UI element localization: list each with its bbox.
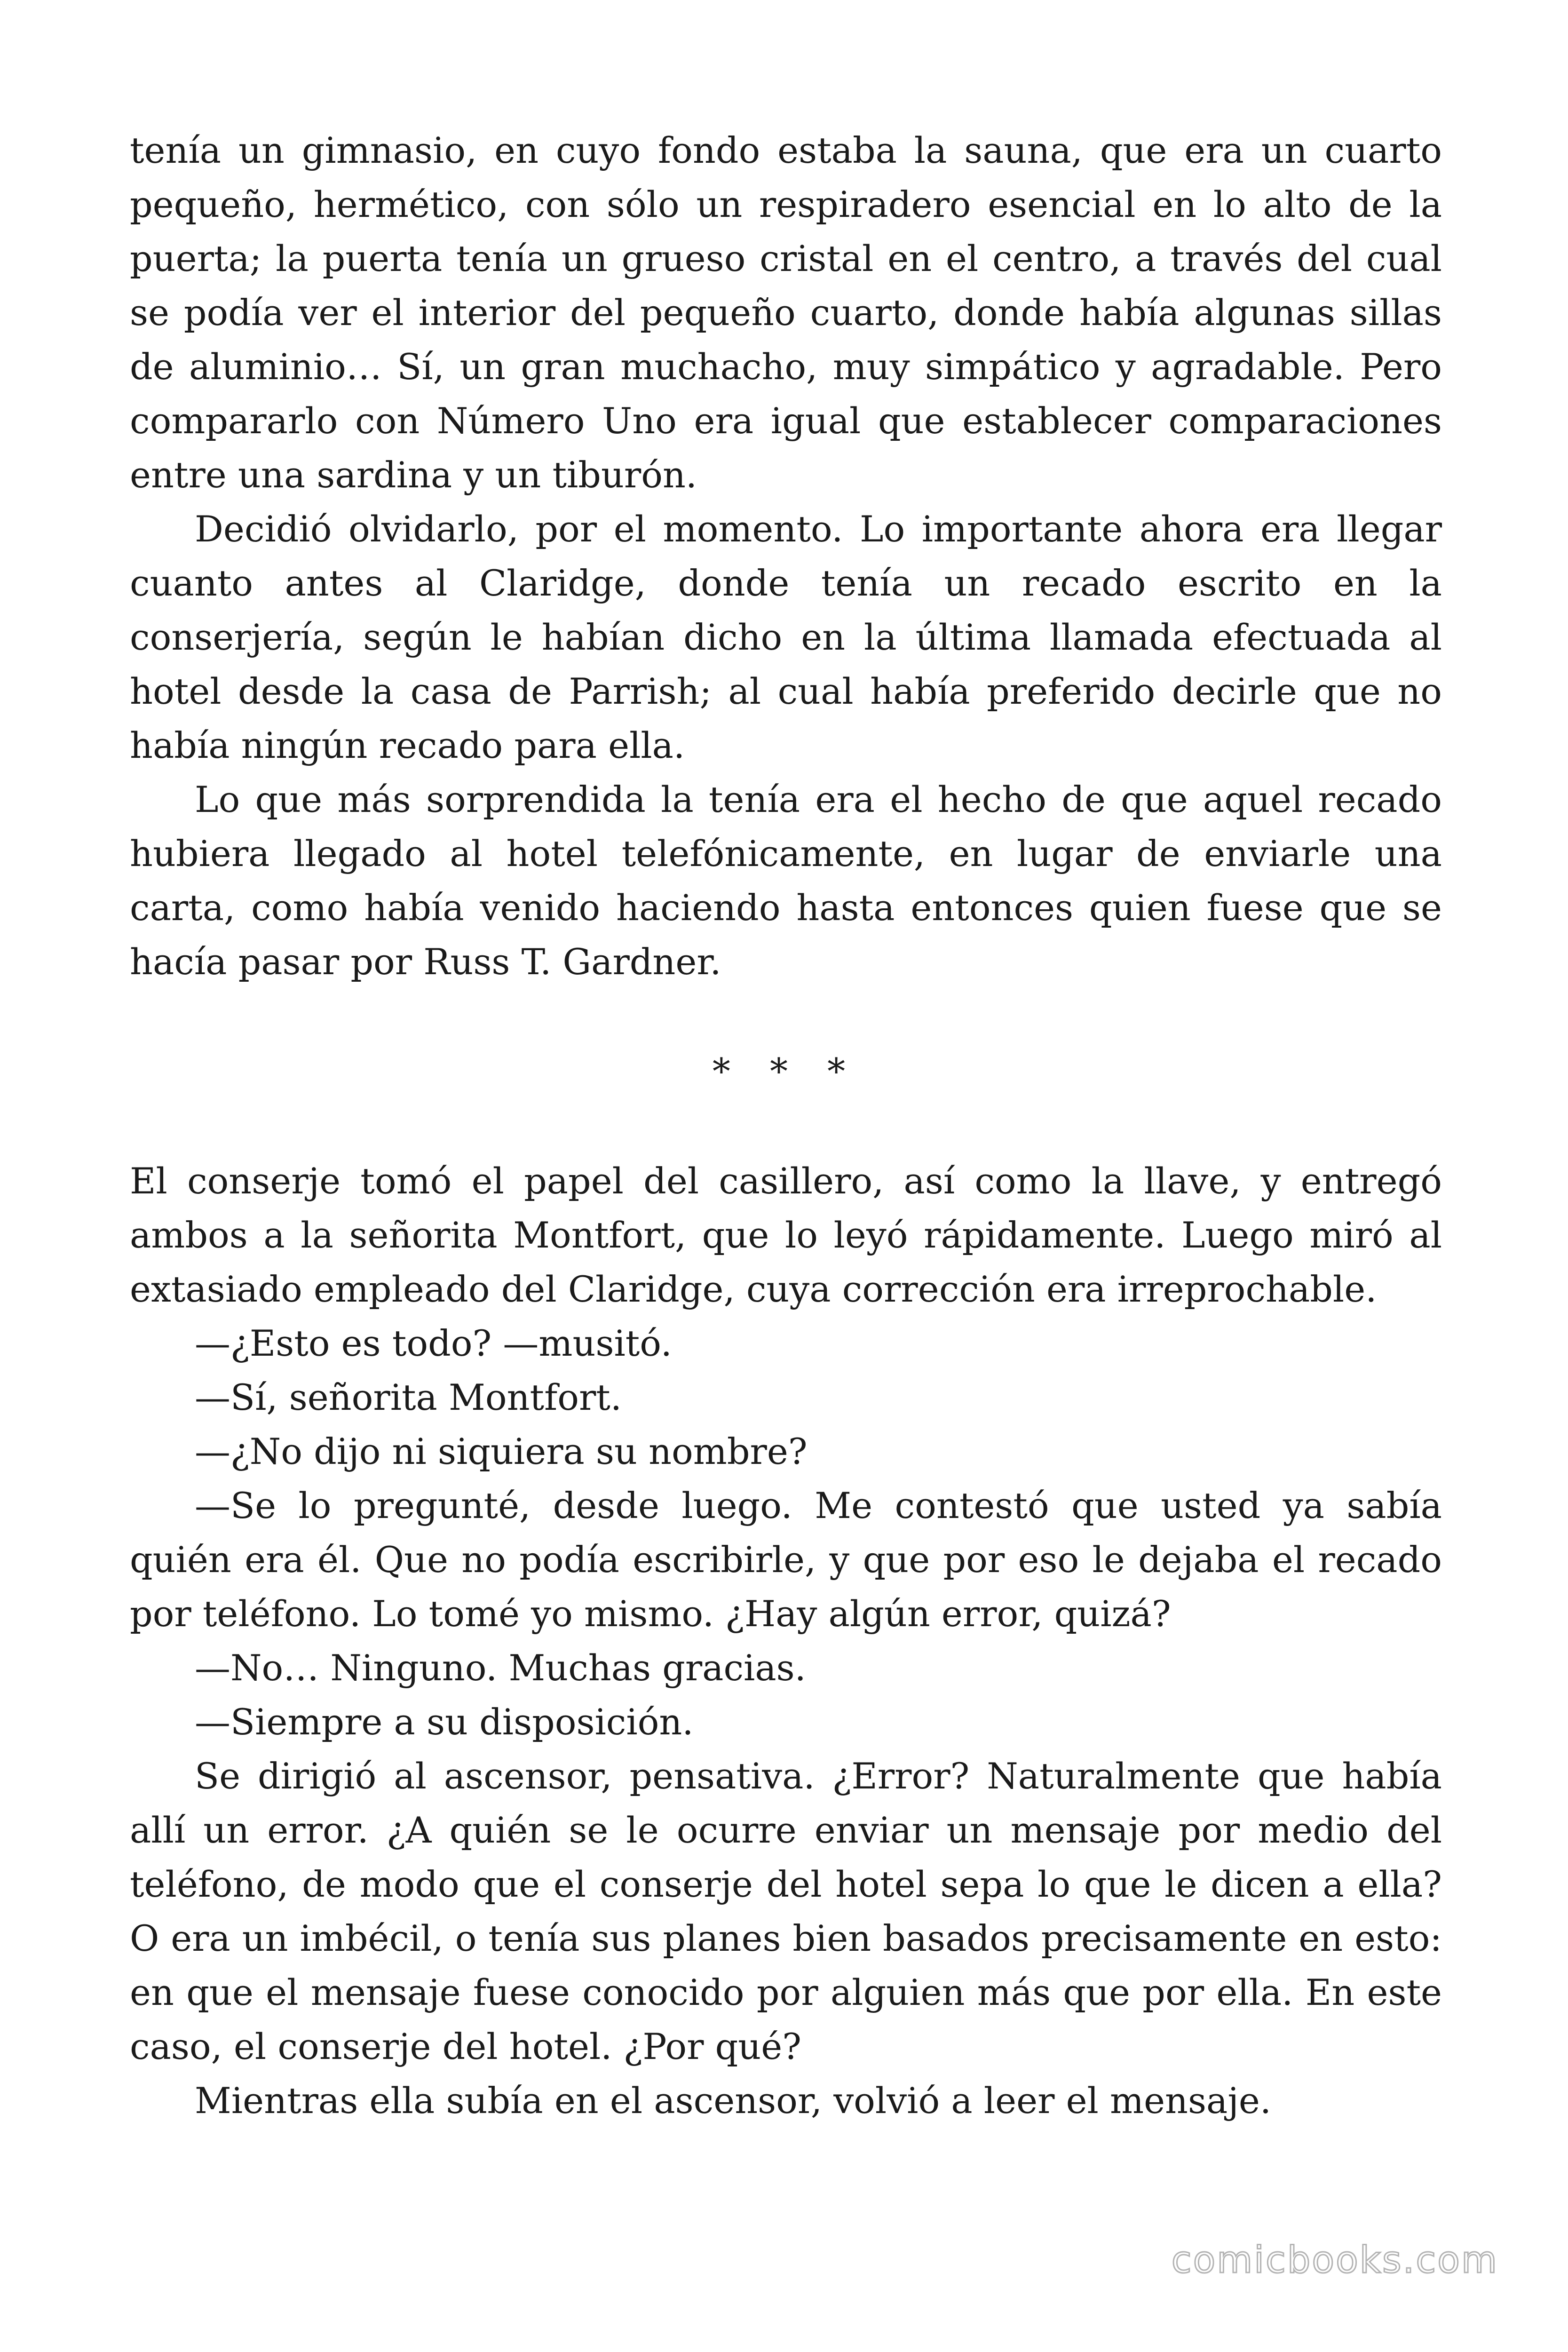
paragraph: Decidió olvidarlo, por el momento. Lo importante ahora era llegar cuanto antes al Claridge, donde tenía un recado escrito en la conserjería, según le habían dicho en la última llamada efectuada al hotel desde la casa de Parrish; al cual había preferido decirle que no había ningún recado para ella. <box>130 508 1442 766</box>
paragraph: Lo que más sorprendida la tenía era el hecho de que aquel recado hubiera llegado al hotel telefónicamente, en lugar de enviarle una carta, como había venido haciendo hasta entonces quien fuese que se hacía pasar por Russ T. Gardner. <box>130 779 1442 983</box>
dialogue-line: —Sí, señorita Montfort. <box>195 1376 622 1418</box>
dialogue-line: —¿Esto es todo? —musitó. <box>195 1322 672 1364</box>
paragraph: El conserje tomó el papel del casillero, así como la llave, y entregó ambos a la señorita Montfort, que lo leyó rápidamente. Luego miró al extasiado empleado del Claridge, cuya corrección era irreprochable. <box>130 1160 1442 1310</box>
dialogue-line: —No… Ninguno. Muchas gracias. <box>195 1647 806 1689</box>
dialogue-line: —¿No dijo ni siquiera su nombre? <box>195 1430 808 1472</box>
watermark: comicbooks.com <box>1171 2239 1498 2281</box>
dialogue-line: —Se lo pregunté, desde luego. Me contestó que usted ya sabía quién era él. Que no podía escribirle, y que por eso le dejaba el recado por teléfono. Lo tomé yo mismo. ¿Hay algún error, quizá? <box>130 1485 1442 1635</box>
dialogue-line: —Siempre a su disposición. <box>195 1701 694 1743</box>
page-body <box>130 123 1442 2128</box>
section-separator: * * * <box>712 1050 860 1092</box>
paragraph: tenía un gimnasio, en cuyo fondo estaba la sauna, que era un cuarto pequeño, hermético, con sólo un respiradero esencial en lo alto de la puerta; la puerta tenía un grueso cristal en el centro, a través del cual se podía ver el interior del pequeño cuarto, donde había algunas sillas de aluminio… Sí, un gran muchacho, muy simpático y agradable. Pero compararlo con Número Uno era igual que establecer comparaciones entre una sardina y un tiburón. <box>130 129 1442 496</box>
paragraph: Se dirigió al ascensor, pensativa. ¿Error? Naturalmente que había allí un error. ¿A quién se le ocurre enviar un mensaje por medio del teléfono, de modo que el conserje del hotel sepa lo que le dicen a ella? O era un imbécil, o tenía sus planes bien basados precisamente en esto: en que el mensaje fuese conocido por alguien más que por ella. En este caso, el conserje del hotel. ¿Por qué? <box>130 1755 1442 2067</box>
paragraph: Mientras ella subía en el ascensor, volvió a leer el mensaje. <box>195 2080 1272 2122</box>
